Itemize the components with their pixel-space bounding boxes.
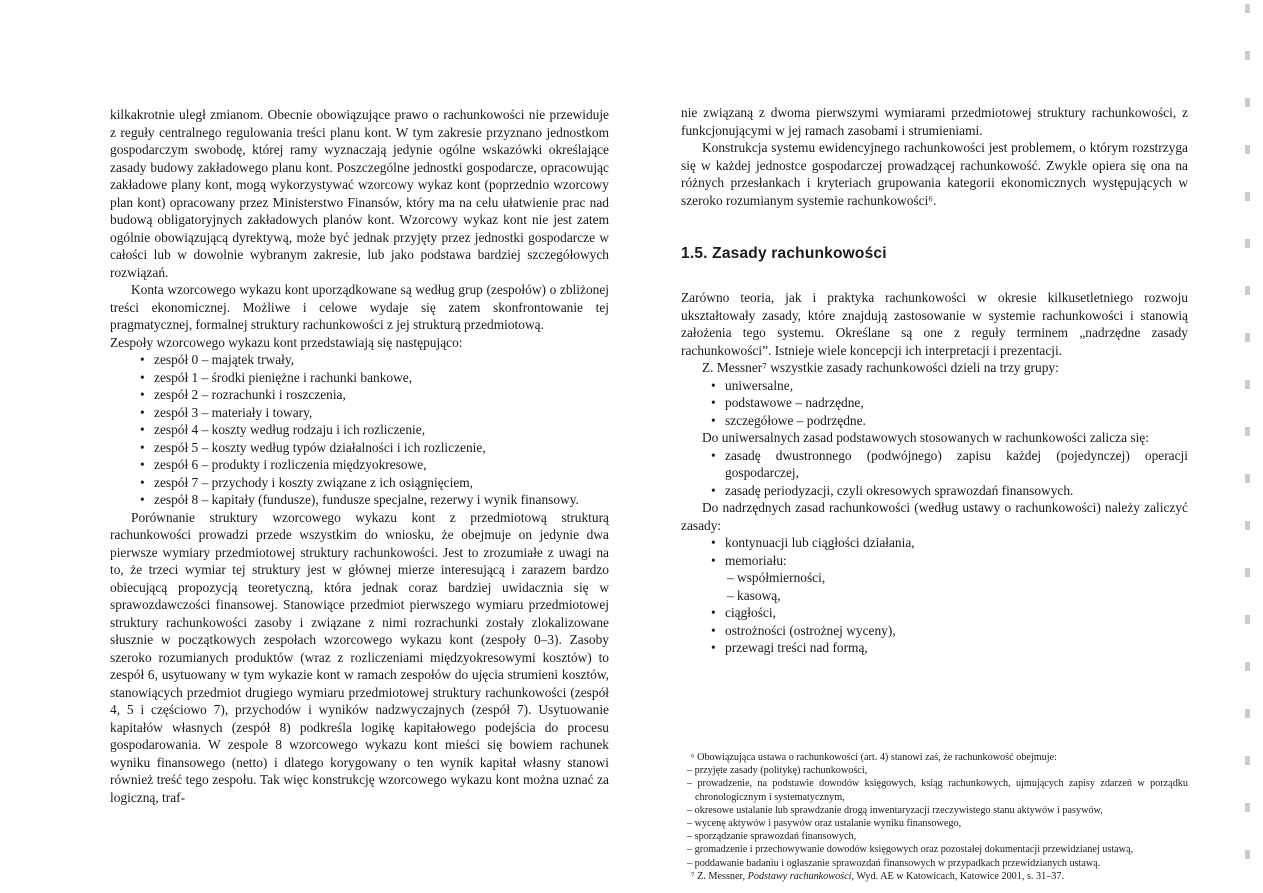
bullet-glyph: • [711,447,716,463]
paragraph: Zarówno teoria, jak i praktyka rachunkowości w okresie kilkusetletniego rozwoju ukształtowały zasady, które znajdują zastosowanie w systemie rachunkowości i stanowią założenia tego systemu. Określane są one z reguły terminem „nadrzędne zasady rachunkowości”. Istnieje wiele koncepcji ich interpretacji i prezentacji. [681,290,1188,358]
list-item [681,482,1188,500]
list-item-text: ostrożności (ostrożnej wyceny), [725,622,896,638]
list-item-text: zespół 3 – materiały i towary, [154,404,313,420]
list-item [110,491,609,509]
list-item-text: zasadę periodyzacji, czyli okresowych sprawozdań finansowych. [725,482,1074,498]
bullet-glyph: • [140,457,145,472]
footnote-7-publisher: , Wyd. AE w Katowicach, Katowice 2001, s. 31–37. [851,870,1065,882]
paragraph: Z. Messner⁷ wszystkie zasady rachunkowości dzieli na trzy grupy: [702,360,1059,375]
bullet-glyph: • [140,404,145,420]
list-item-text: zespół 4 – koszty według rodzaju i ich rozliczenie, [154,422,426,437]
list-item [681,639,1188,657]
paragraph-continuation: kilkakrotnie uległ zmianom. Obecnie obowiązujące prawo o rachunkowości nie przewiduje z reguły centralnego regulowania treści planu kont. W tym zakresie przyznano jednostkom gospodarczym swobodę, której ramy wyznaczają jedynie ogólne wskazówki określające zasady budowy zakładowego planu kont. Poszczególne jednostki gospodarcze, opracowując zakładowe plany kont, mogą wykorzystywać wzorcowy wykaz kont (poprzednio wzorcowy plan kont) opracowany przez Ministerstwo Finansów, który ma na celu ułatwienie prac nad budową obligatoryjnych zakładowych planów kont. Wzorcowy wykaz kont nie jest zatem ogólnie obowiązującą dyrektywą, może być jednak przyjęty przez jednostki gospodarcze w całości lub w dowolnie wybranym zakresie, lub jako podstawa bardziej szczegółowych rozwiązań. [110,107,609,280]
footnote-7 [681,870,1188,883]
book-title: Podstawy rachunkowości [747,870,852,882]
footnote-6-item: – okresowe ustalanie lub sprawdzanie drogą inwentaryzacji rzeczywistego stanu aktywów i pasywów, [687,804,1103,816]
bullet-glyph: • [711,377,716,393]
footnote-6-item: – poddawanie badaniu i ogłaszanie sprawozdań finansowych w przypadkach przewidzianych ustawą. [687,857,1101,869]
paragraph: Do uniwersalnych zasad podstawowych stosowanych w rachunkowości zalicza się: [702,430,1149,445]
list-item [110,456,609,474]
list-item [110,439,609,457]
footnote-6-item: – prowadzenie, na podstawie dowodów księgowych, ksiąg rachunkowych, ujmujących zapisy zdarzeń w porządku chronologicznym i systematycznym, [687,778,1188,803]
footnote-7-marker: ⁷ [691,870,698,882]
bullet-glyph: • [140,422,145,437]
bullet-glyph: • [140,439,145,455]
account-groups-list [110,351,609,509]
footnote-6-item: – gromadzenie i przechowywanie dowodów księgowych oraz pozostałej dokumentacji przewidzianej ustawą, [687,844,1134,856]
left-page-text-column [110,106,609,806]
bullet-glyph: • [711,412,716,428]
list-item-text: szczegółowe – podrzędne. [725,412,866,428]
list-item [110,404,609,422]
list-item-text: zespół 8 – kapitały (fundusze), fundusze specjalne, rezerwy i wynik finansowy. [154,492,579,507]
list-item [681,622,1188,640]
list-item-text: ciągłości, [725,605,776,620]
list-item [681,604,1188,622]
footnote-6-intro: ⁶ Obowiązująca ustawa o rachunkowości (art. 4) stanowi zaś, że rachunkowość obejmuje: [691,751,1057,763]
bullet-glyph: • [711,535,716,550]
paragraph-continuation: nie związaną z dwoma pierwszymi wymiarami przedmiotowej struktury rachunkowości, z funkcjonującymi w jej ramach zasobami i strumieniami. [681,105,1188,138]
list-item-text: kontynuacji lub ciągłości działania, [725,535,915,550]
paragraph: Porównanie struktury wzorcowego wykazu kont z przedmiotową strukturą rachunkowości prowadzi przede wszystkim do wniosku, że obejmuje on jedynie dwa pierwsze wymiary przedmiotowej struktury rachunkowości. Jest to zrozumiałe z uwagi na to, że trzeci wymiar tej struktury jest w głównej mierze interesującą i zarazem bardzo obiecującą propozycją teoretyczną, która jednak coraz bardziej uwidacznia się w sprawozdawczości finansowej. Stanowiące przedmiot pierwszego wymiaru przedmiotowej struktury rachunkowości zasoby i związane z nimi rozrachunki zostały zlokalizowane słusznie w początkowych zespołach wzorcowego wykazu kont (zespoły 0–3). Zasoby szeroko rozumianych produktów (wraz z rozliczeniami międzyokresowymi kosztów) to zespół 6, usytuowany w tym wykazie kont w ramach zespołów do ujęcia strumieni kosztów, stanowiących przedmiot drugiego wymiaru przedmiotowej struktury rachunkowości (zespół 4, 5 i częściowo 7), przychodów i wyników nadzwyczajnych (zespół 7). Usytuowanie kapitałów własnych (zespół 8) podkreśla logikę kapitałowego podejścia do procesu gospodarowania. W zespole 8 wzorcowego wykazu kont mieści się bowiem rachunek wyniku finansowego (netto) i dlatego korygowany o ten wynik kapitał własny stanowi również treść tego zespołu. Tak więc konstrukcję wzorcowego wykazu kont można uznać za logiczną, traf- [110,509,609,805]
bullet-glyph: • [711,482,716,498]
paragraph: Konta wzorcowego wykazu kont uporządkowane są według grup (zespołów) o zbliżonej treści ekonomicznej. Możliwe i celowe wydaje się zatem skonfrontowanie tej pragmatycznej, formalnej struktury rachunkowości z jej strukturą przedmiotową. [110,282,609,332]
list-item-text: zespół 2 – rozrachunki i roszczenia, [154,387,346,402]
bullet-glyph: • [140,352,145,367]
list-intro: Zespoły wzorcowego wykazu kont przedstawiają się następująco: [110,334,463,350]
bullet-glyph: • [711,605,716,620]
overriding-principles-list [681,534,1188,657]
list-item-text: zespół 0 – majątek trwały, [154,352,295,367]
principle-groups-list [681,377,1188,430]
right-page-text-column [681,104,1188,883]
bullet-glyph: • [140,387,145,402]
list-item [110,351,609,369]
sub-list-item: – współmierności, [727,570,826,585]
bullet-glyph: • [711,552,716,568]
list-item-text: zespół 6 – produkty i rozliczenia międzyokresowe, [154,457,427,472]
list-item-text: zespół 1 – środki pieniężne i rachunki bankowe, [154,369,413,385]
bullet-glyph: • [140,492,145,507]
list-item [110,369,609,387]
list-item-text: przewagi treści nad formą, [725,640,868,655]
list-item [681,534,1188,552]
paragraph: Do nadrzędnych zasad rachunkowości (według ustawy o rachunkowości) należy zaliczyć zasady: [681,500,1188,533]
bullet-glyph: • [711,622,716,638]
list-item-text: uniwersalne, [725,377,794,393]
list-item [681,447,1188,482]
list-item-text: podstawowe – nadrzędne, [725,395,864,410]
footnote-6-item: – wycenę aktywów i pasywów oraz ustalanie wyniku finansowego, [687,817,962,829]
list-item [681,394,1188,412]
bullet-glyph: • [140,369,145,385]
list-item-text: memoriału: [725,552,787,568]
scan-binding-marks [1245,4,1250,889]
section-heading: 1.5. Zasady rachunkowości [681,245,887,262]
list-item [681,377,1188,395]
bullet-glyph: • [711,395,716,410]
footnote-6-item: – sporządzanie sprawozdań finansowych, [687,831,857,843]
paragraph: Konstrukcja systemu ewidencyjnego rachunkowości jest problemem, o którym rozstrzyga się w każdej jednostce gospodarczej prowadzącej rachunkowość. Zwykle opiera się ona na różnych przesłankach i kryteriach grupowania kategorii ekonomicznych występujących w szeroko rozumianym systemie rachunkowości⁶. [681,140,1188,208]
list-item [110,386,609,404]
list-item [681,552,1188,570]
universal-principles-list [681,447,1188,500]
list-item-text: zespół 5 – koszty według typów działalności i ich rozliczenie, [154,439,486,455]
list-item [110,421,609,439]
list-item [681,412,1188,430]
list-item-text: zespół 7 – przychody i koszty związane z ich osiągnięciem, [154,474,474,490]
list-item-text: zasadę dwustronnego (podwójnego) zapisu każdej (pojedynczej) operacji gospodarczej, [725,447,1188,480]
footnote-7-author: Z. Messner, [697,870,748,882]
bullet-glyph: • [140,474,145,490]
footnotes-block [681,751,1188,883]
footnote-6-item: – przyjęte zasady (politykę) rachunkowości, [687,765,868,777]
bullet-glyph: • [711,640,716,655]
sub-list-item: – kasową, [727,587,781,603]
list-item [110,474,609,492]
